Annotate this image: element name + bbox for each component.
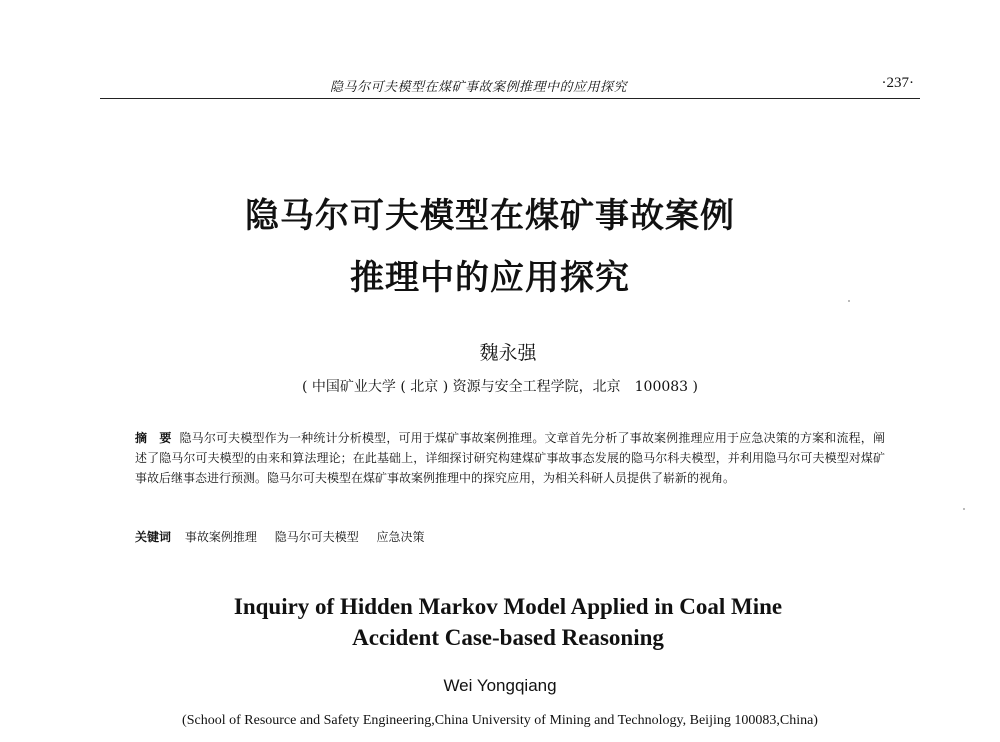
chinese-abstract: [135, 428, 885, 488]
chinese-title-line-1: 隐马尔可夫模型在煤矿事故案例: [245, 196, 735, 236]
page-number: ·237·: [881, 75, 914, 91]
scan-speck: [963, 508, 965, 510]
keyword-item: 应急决策: [376, 530, 425, 544]
english-title-line-2: Accident Case-based Reasoning: [352, 625, 664, 650]
chinese-author: 魏永强: [479, 342, 537, 364]
chinese-title-line-2: 推理中的应用探究: [350, 258, 630, 298]
english-affiliation: (School of Resource and Safety Engineering,China University of Mining and Technology, Beijing 100083,China): [182, 713, 818, 728]
scan-speck: [848, 300, 850, 302]
abstract-label: 摘 要: [135, 431, 172, 445]
running-title: 隐马尔可夫模型在煤矿事故案例推理中的应用探究: [330, 80, 628, 95]
abstract-text: 隐马尔可夫模型作为一种统计分析模型，可用于煤矿事故案例推理。文章首先分析了事故案例推理应用于应急决策的方案和流程，阐述了隐马尔可夫模型的由来和算法理论；在此基础上，详细探讨研究构建煤矿事故事态发展的隐马尔科夫模型，并利用隐马尔可夫模型对煤矿事故后继事态进行预测。隐马尔可夫模型在煤矿事故案例推理中的探究应用，为相关科研人员提供了崭新的视角。: [135, 431, 885, 485]
keyword-item: 事故案例推理: [184, 530, 257, 544]
keywords-label: 关键词: [135, 530, 172, 544]
english-title-line-1: Inquiry of Hidden Markov Model Applied in Coal Mine: [233, 594, 783, 619]
keyword-item: 隐马尔可夫模型: [274, 530, 359, 544]
chinese-affiliation: ( 中国矿业大学 ( 北京 ) 资源与安全工程学院，北京 100083 ): [302, 379, 698, 395]
running-header: [100, 72, 920, 99]
chinese-keywords: [135, 527, 885, 547]
english-author: Wei Yongqiang: [443, 676, 557, 695]
